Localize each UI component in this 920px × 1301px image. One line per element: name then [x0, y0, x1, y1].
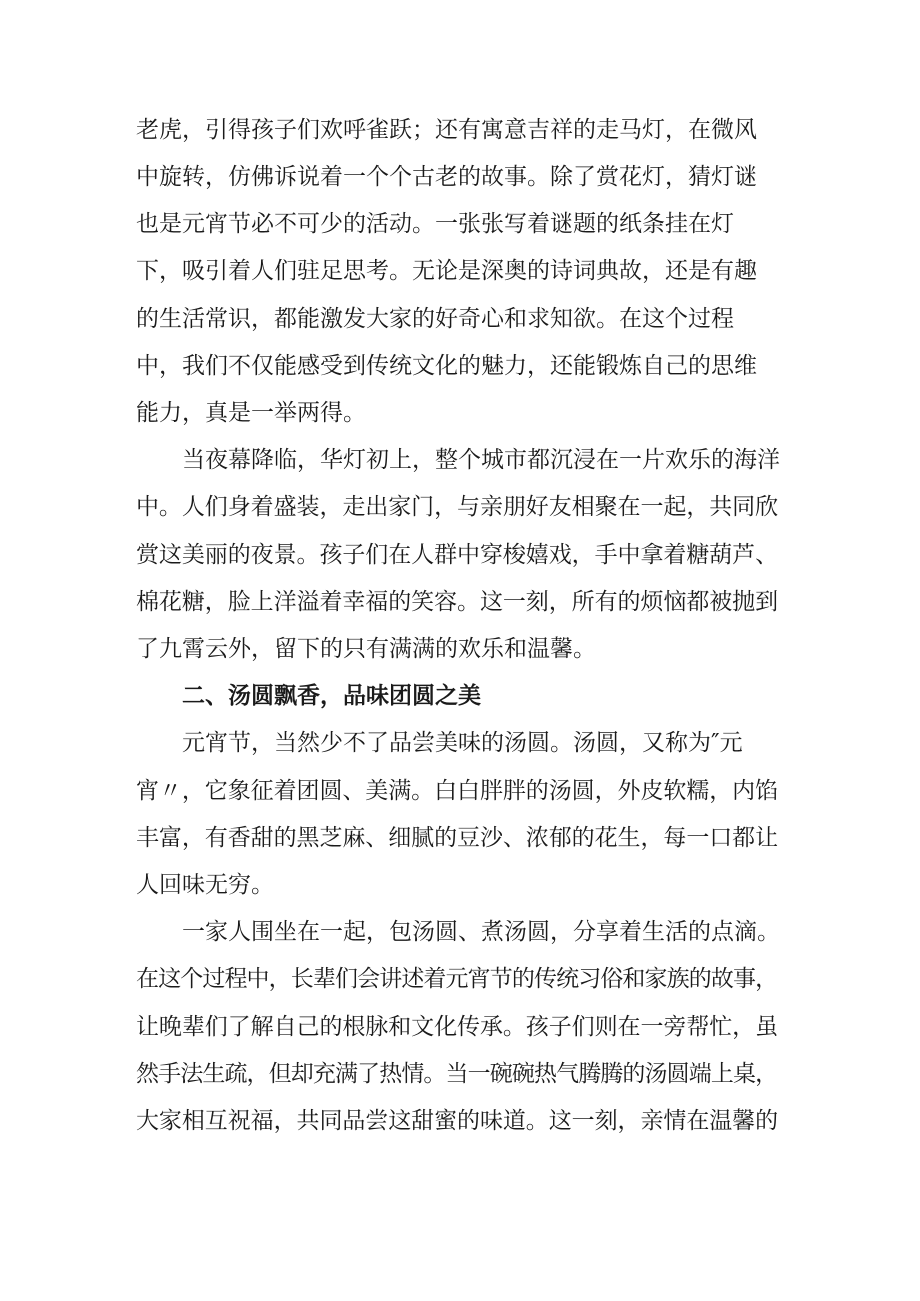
text-line: 下，吸引着人们驻足思考。无论是深奥的诗词典故，还是有趣: [136, 258, 757, 284]
text-line: 人回味无穷。: [136, 872, 274, 898]
text-line: 能力，真是一举两得。: [136, 400, 366, 426]
text-line: 一家人围坐在一起，包汤圆、煮汤圆，分享着生活的点滴。: [182, 919, 780, 945]
text-line: 在这个过程中，长辈们会讲述着元宵节的传统习俗和家族的故事，: [136, 966, 778, 992]
text-line: 宵〃，它象征着团圆、美满。白白胖胖的汤圆，外皮软糯，内馅: [136, 778, 779, 804]
text-line: 棉花糖，脸上洋溢着幸福的笑容。这一刻，所有的烦恼都被抛到: [136, 589, 779, 615]
text-line: 老虎，引得孩子们欢呼雀跃；还有寓意吉祥的走马灯，在微风: [136, 117, 757, 143]
text-line: 当夜幕降临，华灯初上，整个城市都沉浸在一片欢乐的海洋: [182, 447, 780, 473]
text-line: 丰富，有香甜的黑芝麻、细腻的豆沙、浓郁的花生，每一口都让: [136, 825, 779, 851]
text-line: 中。人们身着盛装，走出家门，与亲朋好友相聚在一起，共同欣: [136, 494, 779, 520]
section-heading: 二、汤圆飘香，品味团圆之美: [182, 682, 481, 709]
text-line: 也是元宵节必不可少的活动。一张张写着谜题的纸条挂在灯: [136, 211, 734, 237]
text-line: 元宵节，当然少不了品尝美味的汤圆。汤圆，又称为″元: [182, 730, 743, 756]
text-line: 大家相互祝福，共同品尝这甜蜜的味道。这一刻，亲情在温馨的: [136, 1108, 779, 1134]
text-line: 然手法生疏，但却充满了热情。当一碗碗热气腾腾的汤圆端上桌，: [136, 1061, 778, 1087]
text-line: 中旋转，仿佛诉说着一个个古老的故事。除了赏花灯，猜灯谜: [136, 164, 757, 190]
text-line: 赏这美丽的夜景。孩子们在人群中穿梭嬉戏，手中拿着糖葫芦、: [136, 542, 779, 568]
text-line: 的生活常识，都能激发大家的好奇心和求知欲。在这个过程: [136, 306, 734, 332]
text-line: 中，我们不仅能感受到传统文化的魅力，还能锻炼自己的思维: [136, 353, 757, 379]
text-line: 让晚辈们了解自己的根脉和文化传承。孩子们则在一旁帮忙，虽: [136, 1014, 779, 1040]
text-line: 了九霄云外，留下的只有满满的欢乐和温馨。: [136, 636, 596, 662]
